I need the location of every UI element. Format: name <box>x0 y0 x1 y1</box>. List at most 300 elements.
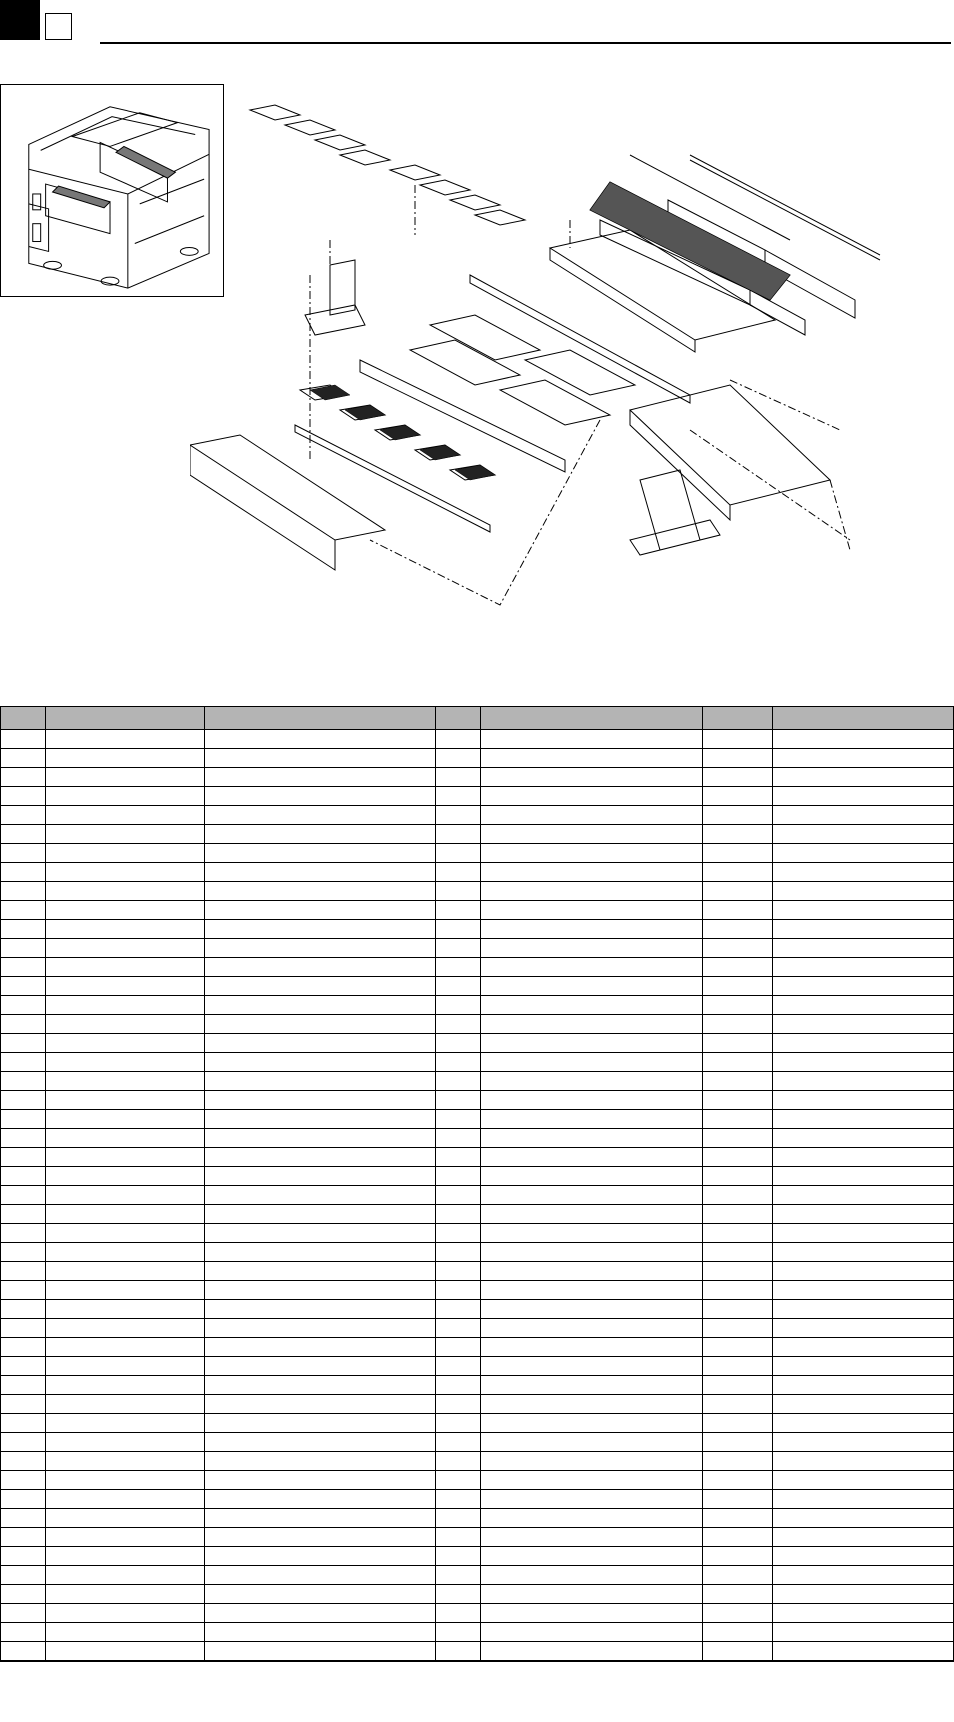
table-row <box>1 1205 954 1224</box>
table-cell <box>703 1300 773 1319</box>
table-cell <box>46 1338 205 1357</box>
table-cell <box>703 1186 773 1205</box>
table-cell <box>1 1338 46 1357</box>
table-cell <box>205 1376 436 1395</box>
table-cell <box>703 1034 773 1053</box>
table-cell <box>773 1053 954 1072</box>
table-cell <box>1 1452 46 1471</box>
table-cell <box>703 1414 773 1433</box>
table-cell <box>46 1300 205 1319</box>
table-cell <box>205 1319 436 1338</box>
table-cell <box>205 1015 436 1034</box>
table-row <box>1 730 954 749</box>
table-cell <box>46 1091 205 1110</box>
table-cell <box>703 920 773 939</box>
table-row <box>1 1110 954 1129</box>
table-cell <box>773 1338 954 1357</box>
table-cell <box>481 977 703 996</box>
table-cell <box>1 1034 46 1053</box>
table-cell <box>1 1167 46 1186</box>
table-row <box>1 1053 954 1072</box>
table-cell <box>205 1300 436 1319</box>
table-row <box>1 1623 954 1642</box>
table-cell <box>773 977 954 996</box>
table-cell <box>46 1148 205 1167</box>
table-cell <box>481 920 703 939</box>
table-cell <box>481 882 703 901</box>
table-cell <box>773 1357 954 1376</box>
table-cell <box>1 920 46 939</box>
table-cell <box>436 1395 481 1414</box>
table-cell <box>46 1243 205 1262</box>
table-cell <box>436 1528 481 1547</box>
table-cell <box>1 1642 46 1662</box>
table-cell <box>773 1224 954 1243</box>
table-cell <box>205 1205 436 1224</box>
table-cell <box>1 1604 46 1623</box>
table-cell <box>46 1034 205 1053</box>
table-row <box>1 806 954 825</box>
table-cell <box>703 1053 773 1072</box>
header-rule <box>100 42 951 44</box>
table-cell <box>481 730 703 749</box>
table-cell <box>46 1604 205 1623</box>
table-cell <box>1 977 46 996</box>
table-row <box>1 1376 954 1395</box>
table-cell <box>46 1015 205 1034</box>
table-cell <box>205 996 436 1015</box>
table-cell <box>205 825 436 844</box>
table-cell <box>773 730 954 749</box>
table-cell <box>46 1167 205 1186</box>
table-cell <box>436 1110 481 1129</box>
table-cell <box>205 920 436 939</box>
table-cell <box>46 1110 205 1129</box>
table-cell <box>1 1357 46 1376</box>
table-cell <box>481 1395 703 1414</box>
table-cell <box>481 1566 703 1585</box>
table-cell <box>46 1547 205 1566</box>
table-cell <box>46 1642 205 1662</box>
table-cell <box>773 1528 954 1547</box>
table-cell <box>46 1433 205 1452</box>
table-cell <box>703 1585 773 1604</box>
table-cell <box>205 1395 436 1414</box>
table-cell <box>1 1186 46 1205</box>
table-cell <box>436 996 481 1015</box>
table-cell <box>773 1034 954 1053</box>
table-cell <box>703 1167 773 1186</box>
table-row <box>1 996 954 1015</box>
exploded-parts-diagram <box>190 100 930 680</box>
table-cell <box>703 1490 773 1509</box>
table-cell <box>436 768 481 787</box>
table-cell <box>436 1490 481 1509</box>
table-cell <box>436 1053 481 1072</box>
table-cell <box>703 939 773 958</box>
table-cell <box>703 958 773 977</box>
table-cell <box>205 1224 436 1243</box>
table-row <box>1 977 954 996</box>
table-cell <box>481 1072 703 1091</box>
table-cell <box>773 863 954 882</box>
table-cell <box>205 787 436 806</box>
table-cell <box>481 1338 703 1357</box>
table-row <box>1 1129 954 1148</box>
table-cell <box>205 1452 436 1471</box>
table-cell <box>703 1395 773 1414</box>
table-cell <box>1 1262 46 1281</box>
table-cell <box>773 882 954 901</box>
table-cell <box>1 1414 46 1433</box>
table-cell <box>773 939 954 958</box>
table-cell <box>46 939 205 958</box>
table-cell <box>205 1053 436 1072</box>
table-row <box>1 1604 954 1623</box>
table-row <box>1 1300 954 1319</box>
table-cell <box>481 1585 703 1604</box>
table-row <box>1 1091 954 1110</box>
table-cell <box>481 996 703 1015</box>
table-cell <box>703 1148 773 1167</box>
table-cell <box>436 1642 481 1662</box>
table-row <box>1 1015 954 1034</box>
table-cell <box>481 1604 703 1623</box>
table-cell <box>481 749 703 768</box>
table-cell <box>481 1471 703 1490</box>
table-cell <box>46 1471 205 1490</box>
table-cell <box>436 1452 481 1471</box>
table-row <box>1 1167 954 1186</box>
table-cell <box>205 844 436 863</box>
table-cell <box>481 1623 703 1642</box>
table-cell <box>703 1433 773 1452</box>
table-cell <box>481 787 703 806</box>
table-cell <box>773 1167 954 1186</box>
table-cell <box>481 1205 703 1224</box>
table-cell <box>46 1566 205 1585</box>
table-cell <box>205 1091 436 1110</box>
table-cell <box>46 1376 205 1395</box>
table-cell <box>1 787 46 806</box>
table-cell <box>436 1072 481 1091</box>
col-notes <box>773 707 954 730</box>
table-cell <box>46 1205 205 1224</box>
table-cell <box>436 1547 481 1566</box>
table-cell <box>205 1433 436 1452</box>
table-cell <box>1 825 46 844</box>
table-cell <box>703 730 773 749</box>
table-row <box>1 1072 954 1091</box>
table-cell <box>703 1642 773 1662</box>
table-row <box>1 1148 954 1167</box>
table-row <box>1 863 954 882</box>
table-cell <box>205 977 436 996</box>
table-cell <box>205 1148 436 1167</box>
table-cell <box>703 1604 773 1623</box>
table-row <box>1 768 954 787</box>
table-cell <box>773 1376 954 1395</box>
table-cell <box>1 1015 46 1034</box>
table-cell <box>1 1110 46 1129</box>
table-cell <box>773 1015 954 1034</box>
table-cell <box>205 1566 436 1585</box>
table-cell <box>436 1300 481 1319</box>
table-cell <box>46 882 205 901</box>
table-cell <box>481 1376 703 1395</box>
table-cell <box>1 1300 46 1319</box>
table-cell <box>1 1376 46 1395</box>
table-cell <box>773 787 954 806</box>
table-row <box>1 1433 954 1452</box>
table-cell <box>205 1490 436 1509</box>
table-cell <box>46 1053 205 1072</box>
table-cell <box>481 1167 703 1186</box>
table-cell <box>436 1148 481 1167</box>
table-row <box>1 920 954 939</box>
table-cell <box>773 901 954 920</box>
table-cell <box>481 844 703 863</box>
table-cell <box>773 1490 954 1509</box>
table-cell <box>773 1585 954 1604</box>
table-cell <box>1 806 46 825</box>
table-cell <box>436 901 481 920</box>
table-cell <box>1 1072 46 1091</box>
table-row <box>1 844 954 863</box>
table-cell <box>703 1509 773 1528</box>
table-cell <box>436 730 481 749</box>
table-cell <box>1 1471 46 1490</box>
table-cell <box>703 1281 773 1300</box>
table-cell <box>773 825 954 844</box>
table-cell <box>1 1395 46 1414</box>
section-marker-box <box>0 0 40 40</box>
table-cell <box>773 1623 954 1642</box>
table-cell <box>436 1034 481 1053</box>
table-cell <box>773 1243 954 1262</box>
table-cell <box>205 1414 436 1433</box>
table-cell <box>703 1338 773 1357</box>
table-cell <box>436 1357 481 1376</box>
table-cell <box>436 1604 481 1623</box>
table-cell <box>1 901 46 920</box>
table-cell <box>205 1167 436 1186</box>
table-cell <box>481 825 703 844</box>
table-cell <box>1 1623 46 1642</box>
table-cell <box>773 749 954 768</box>
table-cell <box>481 1148 703 1167</box>
table-cell <box>436 1205 481 1224</box>
table-cell <box>1 1224 46 1243</box>
table-cell <box>1 1243 46 1262</box>
table-cell <box>46 1072 205 1091</box>
table-cell <box>436 1243 481 1262</box>
table-cell <box>773 1395 954 1414</box>
table-cell <box>703 1471 773 1490</box>
table-cell <box>703 768 773 787</box>
table-cell <box>205 863 436 882</box>
table-cell <box>481 1319 703 1338</box>
table-cell <box>703 1357 773 1376</box>
table-cell <box>481 806 703 825</box>
table-row <box>1 787 954 806</box>
table-cell <box>703 1452 773 1471</box>
table-cell <box>703 863 773 882</box>
table-cell <box>1 1566 46 1585</box>
table-cell <box>436 977 481 996</box>
table-cell <box>205 1281 436 1300</box>
table-cell <box>481 1129 703 1148</box>
table-row <box>1 1034 954 1053</box>
table-cell <box>481 1224 703 1243</box>
table-cell <box>773 1319 954 1338</box>
table-row <box>1 1547 954 1566</box>
table-cell <box>205 1547 436 1566</box>
table-cell <box>1 863 46 882</box>
table-cell <box>436 920 481 939</box>
table-row <box>1 1452 954 1471</box>
table-cell <box>481 1547 703 1566</box>
table-cell <box>481 863 703 882</box>
table-cell <box>205 1186 436 1205</box>
table-cell <box>703 1566 773 1585</box>
table-cell <box>773 1110 954 1129</box>
col-part-number <box>46 707 205 730</box>
table-cell <box>205 768 436 787</box>
table-cell <box>46 920 205 939</box>
table-cell <box>46 768 205 787</box>
table-row <box>1 1490 954 1509</box>
col-no <box>1 707 46 730</box>
table-cell <box>773 1072 954 1091</box>
table-row <box>1 1528 954 1547</box>
table-row <box>1 882 954 901</box>
table-cell <box>205 730 436 749</box>
table-cell <box>703 1319 773 1338</box>
table-cell <box>46 1414 205 1433</box>
table-cell <box>481 1490 703 1509</box>
table-cell <box>703 749 773 768</box>
table-cell <box>436 1186 481 1205</box>
table-cell <box>205 1110 436 1129</box>
table-row <box>1 1585 954 1604</box>
col-code <box>703 707 773 730</box>
table-cell <box>46 1528 205 1547</box>
table-cell <box>436 1319 481 1338</box>
table-cell <box>703 1376 773 1395</box>
table-cell <box>46 1262 205 1281</box>
table-cell <box>46 806 205 825</box>
table-cell <box>46 901 205 920</box>
table-cell <box>1 1053 46 1072</box>
table-row <box>1 1471 954 1490</box>
table-row <box>1 1262 954 1281</box>
table-cell <box>205 806 436 825</box>
table-cell <box>703 1528 773 1547</box>
table-cell <box>46 1224 205 1243</box>
table-cell <box>703 1205 773 1224</box>
table-cell <box>703 787 773 806</box>
table-cell <box>1 1148 46 1167</box>
table-cell <box>773 1205 954 1224</box>
table-cell <box>1 730 46 749</box>
table-cell <box>46 1319 205 1338</box>
table-cell <box>481 1186 703 1205</box>
table-row <box>1 939 954 958</box>
table-cell <box>481 939 703 958</box>
table-cell <box>481 1357 703 1376</box>
table-row <box>1 1395 954 1414</box>
table-cell <box>1 1205 46 1224</box>
table-row <box>1 1224 954 1243</box>
table-cell <box>205 1623 436 1642</box>
table-cell <box>436 787 481 806</box>
table-cell <box>436 1167 481 1186</box>
table-cell <box>205 1471 436 1490</box>
table-cell <box>1 1528 46 1547</box>
table-cell <box>773 1433 954 1452</box>
table-cell <box>46 977 205 996</box>
table-cell <box>1 996 46 1015</box>
col-remarks <box>481 707 703 730</box>
table-cell <box>436 1015 481 1034</box>
table-cell <box>703 977 773 996</box>
table-cell <box>703 1623 773 1642</box>
table-cell <box>205 1129 436 1148</box>
page-marker-box <box>45 13 72 40</box>
table-cell <box>773 1186 954 1205</box>
table-cell <box>205 1509 436 1528</box>
table-cell <box>46 825 205 844</box>
table-cell <box>46 844 205 863</box>
table-cell <box>46 787 205 806</box>
table-cell <box>773 844 954 863</box>
table-cell <box>481 1015 703 1034</box>
table-cell <box>773 806 954 825</box>
table-cell <box>773 768 954 787</box>
table-cell <box>436 1566 481 1585</box>
table-cell <box>205 1262 436 1281</box>
table-cell <box>703 1110 773 1129</box>
table-cell <box>703 996 773 1015</box>
table-cell <box>1 1547 46 1566</box>
table-cell <box>46 1186 205 1205</box>
table-cell <box>436 1281 481 1300</box>
table-cell <box>1 939 46 958</box>
table-cell <box>773 1300 954 1319</box>
parts-table-header-row <box>1 707 954 730</box>
table-cell <box>481 1091 703 1110</box>
table-cell <box>481 901 703 920</box>
col-description <box>205 707 436 730</box>
table-cell <box>481 1281 703 1300</box>
table-cell <box>205 1642 436 1662</box>
table-cell <box>436 844 481 863</box>
table-cell <box>436 1262 481 1281</box>
table-cell <box>1 1585 46 1604</box>
table-cell <box>703 1262 773 1281</box>
table-cell <box>703 901 773 920</box>
table-cell <box>1 1091 46 1110</box>
table-cell <box>436 1585 481 1604</box>
table-cell <box>436 1091 481 1110</box>
table-cell <box>703 882 773 901</box>
table-cell <box>205 749 436 768</box>
table-cell <box>773 1281 954 1300</box>
table-cell <box>1 768 46 787</box>
table-cell <box>205 1034 436 1053</box>
table-cell <box>481 1528 703 1547</box>
